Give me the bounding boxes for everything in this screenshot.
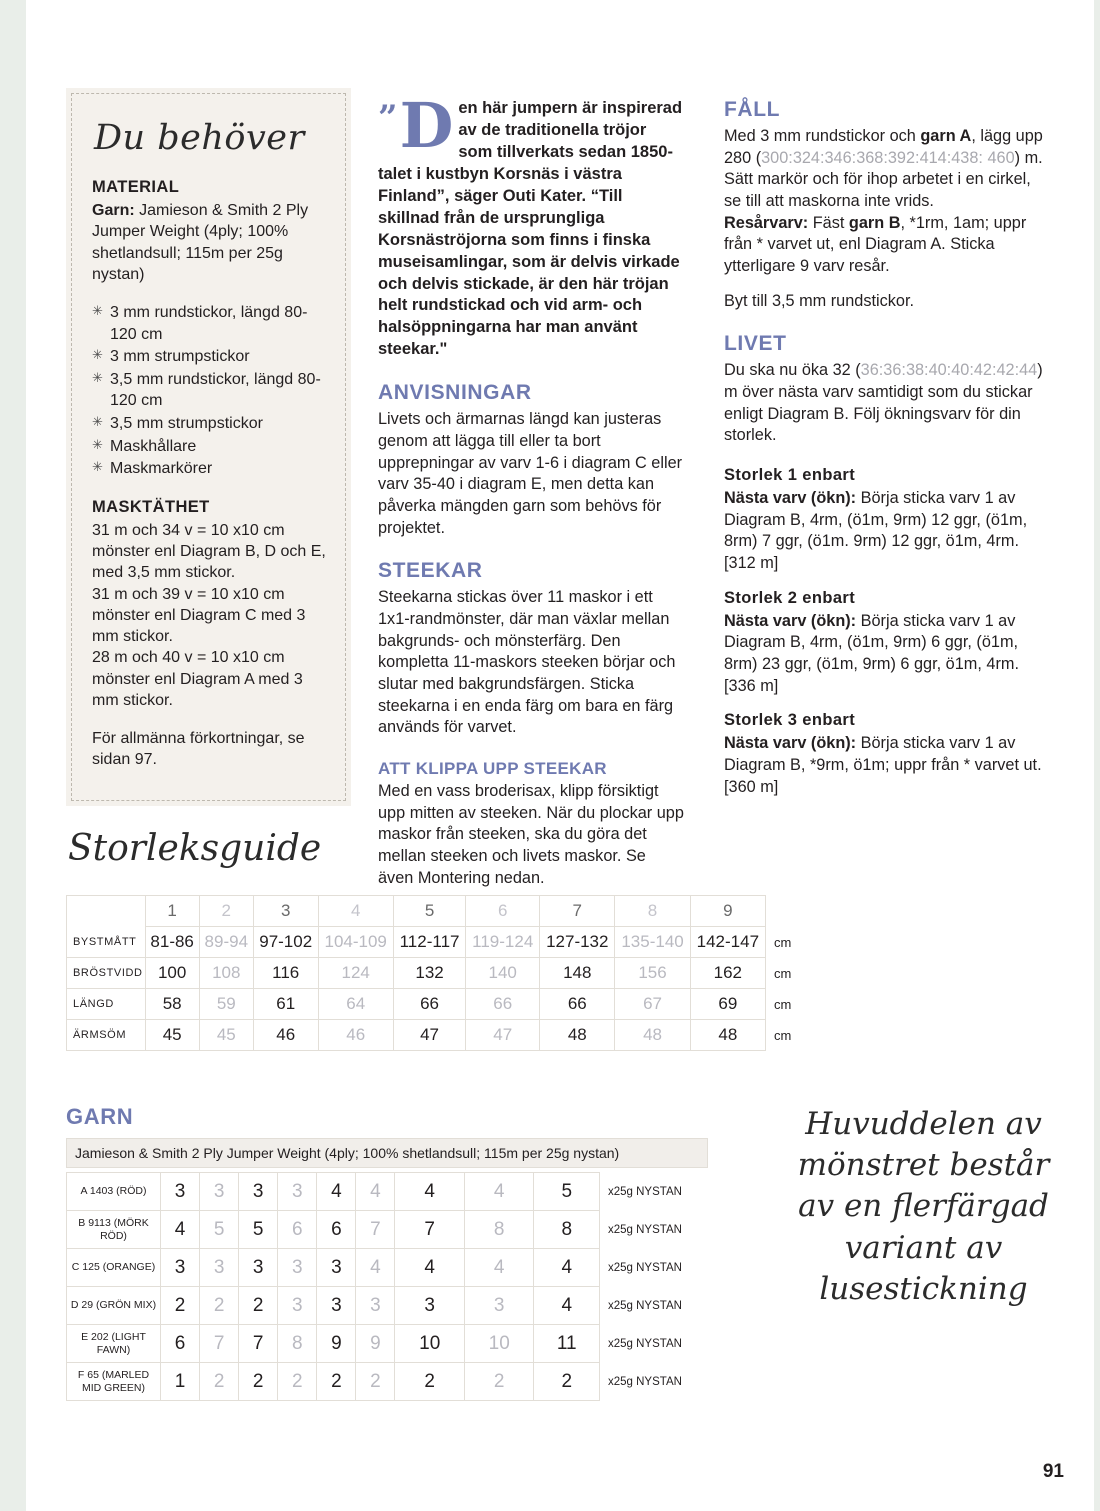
yarn-quantity-cell: 2 xyxy=(534,1363,600,1401)
yarn-quantity-cell: 10 xyxy=(464,1325,534,1363)
size-guide-table xyxy=(66,895,806,1051)
yarn-quantity-cell: 3 xyxy=(395,1287,465,1325)
yarn-unit-cell: x25g NYSTAN xyxy=(608,1337,682,1350)
yarn-quantity-cell: 3 xyxy=(317,1249,356,1287)
yarn-label: Garn: xyxy=(92,202,135,219)
measurement-cell: 69 xyxy=(690,989,765,1020)
yarn-quantity-cell: 3 xyxy=(200,1173,239,1211)
size-number-cell: 4 xyxy=(318,896,393,927)
size-guide-corner-cell xyxy=(67,896,146,927)
yarn-quantity-cell: 2 xyxy=(239,1287,278,1325)
yarn-quantity-cell: 10 xyxy=(395,1325,465,1363)
gauge-heading: MASKTÄTHET xyxy=(92,497,210,516)
yarn-unit-cell: x25g NYSTAN xyxy=(608,1299,682,1312)
yarn-quantity-cell: 3 xyxy=(317,1287,356,1325)
size-number-cell: 5 xyxy=(393,896,465,927)
yarn-quantity-cell: 3 xyxy=(464,1287,534,1325)
measurement-cell: 66 xyxy=(393,989,465,1020)
yarn-quantity-cell: 4 xyxy=(356,1173,395,1211)
yarn-quantity-cell: 2 xyxy=(239,1363,278,1401)
yarn-quantity-cell: 2 xyxy=(200,1363,239,1401)
livet-p1-a: Du ska nu öka 32 ( xyxy=(724,361,861,380)
measurement-cell: 148 xyxy=(540,958,615,989)
measurement-cell: 48 xyxy=(690,1020,765,1051)
unit-cell: cm xyxy=(774,934,792,950)
row-label: ÄRMSÖM xyxy=(67,1020,146,1051)
measurement-cell: 100 xyxy=(145,958,199,989)
row-label: BYSTMÅTT xyxy=(67,927,146,958)
yarn-quantity-cell: 3 xyxy=(161,1249,200,1287)
yarn-quantity-cell: 3 xyxy=(161,1173,200,1211)
table-row xyxy=(67,989,806,1020)
asterisk-icon: ✳ xyxy=(92,303,103,319)
yarn-quantity-cell: 4 xyxy=(464,1249,534,1287)
page-edge-strip-left xyxy=(0,0,26,1511)
measurement-cell: 59 xyxy=(199,989,253,1020)
yarn-quantity-cell: 2 xyxy=(356,1363,395,1401)
list-item xyxy=(92,458,327,480)
fall-p1-d: ) m. xyxy=(1014,148,1043,167)
yarn-quantity-cell: 4 xyxy=(534,1287,600,1325)
fall-heading: FÅLL xyxy=(724,98,781,121)
size-number-cell: 7 xyxy=(540,896,615,927)
measurement-cell: 135-140 xyxy=(615,927,690,958)
fall-yarn-a: garn A xyxy=(920,127,972,145)
size-number-cell: 6 xyxy=(466,896,540,927)
measurement-cell: 67 xyxy=(615,989,690,1020)
size-number-cell: 2 xyxy=(199,896,253,927)
yarn-unit-cell: x25g NYSTAN xyxy=(608,1223,682,1236)
yarn-colour-label: B 9113 (MÖRK RÖD) xyxy=(67,1211,161,1249)
measurement-cell: 47 xyxy=(393,1020,465,1051)
unit-cell: cm xyxy=(774,1027,792,1043)
table-row xyxy=(67,958,806,989)
intro-text: en här jumpern är inspirerad av de traditionella tröjor som tillverkats sedan 1850-talet i kustbyn Korsnäs i västra Finland”, säger Outi Kater. “Till skillnad från de ursprungliga Korsnäströjorna som finns i finska museisamlingar, som är delvis virkade och delvis stickade, är den här tröjan helt rundstickad och vid arm- och halsöppningarna har man använt steekar." xyxy=(378,99,683,359)
storlek-3-body: Börja sticka varv 1 av Diagram B, *9rm, ö1m; uppr från * varvet ut. xyxy=(724,734,1042,775)
materials-column xyxy=(66,88,351,806)
yarn-colour-label: C 125 (ORANGE) xyxy=(67,1249,161,1287)
asterisk-icon: ✳ xyxy=(92,369,103,385)
list-item xyxy=(92,436,327,458)
page-number: 91 xyxy=(1042,1461,1064,1482)
storlek-2-heading: Storlek 2 enbart xyxy=(724,588,856,607)
yarn-quantity-cell: 8 xyxy=(278,1325,317,1363)
gauge-line-2: 31 m och 39 v = 10 x10 cm mönster enl Diagram C med 3 mm stickor. xyxy=(92,585,306,646)
measurement-cell: 140 xyxy=(466,958,540,989)
size-guide-header-row xyxy=(67,896,806,927)
storlek-1-body: Börja sticka varv 1 av Diagram B, 4rm, (ö1m, 9rm) 12 ggr, (ö1m, 8rm) 7 ggr, (ö1m. 9rm) 12 ggr, ö1m, 4rm. xyxy=(724,489,1028,551)
pull-quote: Huvuddelen av mönstret består av en flerfärgad variant av lusestickning xyxy=(797,1106,1050,1307)
measurement-cell: 108 xyxy=(199,958,253,989)
asterisk-icon: ✳ xyxy=(92,436,103,452)
du-behover-title: Du behöver xyxy=(94,118,305,158)
size-number-cell: 9 xyxy=(690,896,765,927)
measurement-cell: 127-132 xyxy=(540,927,615,958)
measurement-cell: 66 xyxy=(540,989,615,1020)
abbreviation-note: För allmänna förkortningar, se sidan 97. xyxy=(92,730,305,769)
intro-paragraph xyxy=(378,89,684,361)
storlek-1-lead: Nästa varv (ökn): xyxy=(724,489,857,508)
measurement-cell: 47 xyxy=(466,1020,540,1051)
storlek-1-heading: Storlek 1 enbart xyxy=(724,466,856,485)
list-item xyxy=(92,302,327,345)
yarn-colour-label: E 202 (LIGHT FAWN) xyxy=(67,1325,161,1363)
measurement-cell: 162 xyxy=(690,958,765,989)
fall-paragraph-3 xyxy=(724,213,1046,278)
gauge-line-3: 28 m och 40 v = 10 x10 cm mönster enl Diagram A med 3 mm stickor. xyxy=(92,649,303,709)
yarn-quantity-cell: 1 xyxy=(161,1363,200,1401)
fall-size-values: 300:324:346:368:392:414:438: 460 xyxy=(761,148,1015,167)
yarn-quantity-cell: 3 xyxy=(239,1173,278,1211)
table-row xyxy=(67,927,806,958)
list-item xyxy=(92,413,327,435)
table-row xyxy=(67,1325,708,1363)
anvisningar-text: Livets och ärmarnas längd kan justeras genom att lägga till eller ta bort upprepningar av varv 1-6 i diagram C eller varv 35-40 i diagram E, men detta kan påverka mängden garn som behövs för projektet. xyxy=(378,410,683,537)
list-item-label: 3,5 mm strumpstickor xyxy=(110,415,263,433)
list-item xyxy=(92,369,327,412)
measurement-cell: 46 xyxy=(253,1020,318,1051)
fall-p1-c: , lägg upp 280 ( xyxy=(724,127,1043,167)
yarn-quantity-cell: 7 xyxy=(395,1211,465,1249)
pattern-column xyxy=(724,98,1046,798)
yarn-quantity-cell: 4 xyxy=(317,1173,356,1211)
yarn-quantity-cell: 5 xyxy=(200,1211,239,1249)
yarn-quantity-cell: 7 xyxy=(239,1325,278,1363)
fall-paragraph-1 xyxy=(724,126,1046,169)
measurement-cell: 142-147 xyxy=(690,927,765,958)
livet-heading: LIVET xyxy=(724,332,787,356)
instructions-column xyxy=(378,89,684,889)
yarn-colour-label: D 29 (GRÖN MIX) xyxy=(67,1287,161,1325)
klippa-heading: ATT KLIPPA UPP STEEKAR xyxy=(378,758,607,778)
measurement-cell: 46 xyxy=(318,1020,393,1051)
gauge-line-1: 31 m och 34 v = 10 x10 cm mönster enl Diagram B, D och E, med 3,5 mm stickor. xyxy=(92,521,326,582)
unit-cell xyxy=(766,896,806,927)
measurement-cell: 48 xyxy=(540,1020,615,1051)
measurement-cell: 45 xyxy=(199,1020,253,1051)
yarn-quantity-cell: 4 xyxy=(395,1173,465,1211)
yarn-quantity-cell: 3 xyxy=(278,1173,317,1211)
storleksguide-title: Storleksguide xyxy=(68,828,322,869)
material-heading: MATERIAL xyxy=(92,178,180,196)
measurement-cell: 116 xyxy=(253,958,318,989)
storlek-1-text xyxy=(724,488,1046,553)
yarn-quantity-cell: 9 xyxy=(317,1325,356,1363)
klippa-text: Med en vass broderisax, klipp försiktigt upp mitten av steeken. När du plockar upp maskor från steeken, ska du göra det mellan steeken och livets maskor. Se även Montering nedan. xyxy=(378,781,684,887)
livet-paragraph-1 xyxy=(724,360,1046,447)
page-canvas xyxy=(26,0,1094,1511)
storlek-3-heading: Storlek 3 enbart xyxy=(724,711,856,730)
measurement-cell: 104-109 xyxy=(318,927,393,958)
yarn-quantity-cell: 8 xyxy=(464,1211,534,1249)
yarn-quantity-cell: 9 xyxy=(356,1325,395,1363)
measurement-cell: 58 xyxy=(145,989,199,1020)
yarn-quantity-cell: 3 xyxy=(239,1249,278,1287)
table-row xyxy=(67,1211,708,1249)
yarn-quantity-cell: 5 xyxy=(239,1211,278,1249)
steekar-text: Steekarna stickas över 11 maskor i ett 1x1-randmönster, där man växlar mellan bakgrunds- och mönsterfärg. Den kompletta 11-maskors steeken börjar och slutar med bakgrundsfärgen. Sticka steekarna i en enda färg om bara en färg används för varvet. xyxy=(378,588,676,737)
table-row xyxy=(67,1363,708,1401)
yarn-quantity-cell: 3 xyxy=(278,1249,317,1287)
yarn-quantity-cell: 2 xyxy=(317,1363,356,1401)
measurement-cell: 89-94 xyxy=(199,927,253,958)
table-row xyxy=(67,1249,708,1287)
measurement-cell: 112-117 xyxy=(393,927,465,958)
measurement-cell: 66 xyxy=(466,989,540,1020)
livet-p1-c: ) m över nästa varv samtidigt som du stickar enligt Diagram B. Följ ökningsvarv för din storlek. xyxy=(724,361,1043,445)
page-edge-strip-right xyxy=(1094,0,1100,1511)
fall-p3-d: , *1rm, 1am; uppr från * varvet ut, enl Diagram A. Sticka ytterligare 9 varv resår. xyxy=(724,213,1027,276)
storlek-2-lead: Nästa varv (ökn): xyxy=(724,611,857,630)
size-number-cell: 8 xyxy=(615,896,690,927)
yarn-paragraph xyxy=(92,200,327,285)
yarn-colour-label: A 1403 (RÖD) xyxy=(67,1173,161,1211)
table-row xyxy=(67,1287,708,1325)
yarn-quantity-cell: 7 xyxy=(200,1325,239,1363)
storlek-3-lead: Nästa varv (ökn): xyxy=(724,734,857,753)
yarn-quantity-cell: 3 xyxy=(356,1287,395,1325)
fall-p1-a: Med 3 mm rundstickor och xyxy=(724,127,921,145)
yarn-quantity-cell: 4 xyxy=(395,1249,465,1287)
list-item-label: 3 mm strumpstickor xyxy=(110,348,250,366)
fall-p3-b: Fäst xyxy=(808,213,849,232)
measurement-cell: 156 xyxy=(615,958,690,989)
size-number-cell: 1 xyxy=(145,896,199,927)
fall-yarn-b: garn B xyxy=(848,213,901,232)
measurement-cell: 119-124 xyxy=(466,927,540,958)
storlek-3-count: [360 m] xyxy=(724,777,779,796)
yarn-quantity-cell: 2 xyxy=(161,1287,200,1325)
asterisk-icon: ✳ xyxy=(92,347,103,363)
yarn-quantity-cell: 4 xyxy=(356,1249,395,1287)
livet-size-values: 36:36:38:40:40:42:42:44 xyxy=(860,361,1038,380)
storlek-2-count: [336 m] xyxy=(724,676,779,695)
list-item-label: 3,5 mm rundstickor, längd 80-120 cm xyxy=(110,370,321,410)
storlek-1-count: [312 m] xyxy=(724,554,779,573)
yarn-colour-label: F 65 (MARLED MID GREEN) xyxy=(67,1363,161,1401)
garn-table xyxy=(66,1172,708,1401)
fall-paragraph-4: Byt till 3,5 mm rundstickor. xyxy=(724,291,915,310)
yarn-quantity-cell: 8 xyxy=(534,1211,600,1249)
yarn-quantity-cell: 6 xyxy=(317,1211,356,1249)
steekar-heading: STEEKAR xyxy=(378,559,483,583)
materials-list xyxy=(92,302,327,480)
yarn-quantity-cell: 2 xyxy=(200,1287,239,1325)
unit-cell: cm xyxy=(774,965,792,981)
yarn-quantity-cell: 3 xyxy=(200,1249,239,1287)
unit-cell: cm xyxy=(774,996,792,1012)
yarn-quantity-cell: 11 xyxy=(534,1325,600,1363)
drop-cap: D xyxy=(399,89,454,162)
garn-subtitle: Jamieson & Smith 2 Ply Jumper Weight (4ply; 100% shetlandsull; 115m per 25g nystan) xyxy=(66,1138,708,1168)
storlek-2-body: Börja sticka varv 1 av Diagram B, 4rm, (ö1m, 9rm) 6 ggr, (ö1m, 8rm) 23 ggr, (ö1m, 9rm) 6 ggr, ö1m, 4rm. xyxy=(724,611,1019,674)
yarn-quantity-cell: 2 xyxy=(464,1363,534,1401)
yarn-unit-cell: x25g NYSTAN xyxy=(608,1375,682,1388)
measurement-cell: 64 xyxy=(318,989,393,1020)
measurement-cell: 97-102 xyxy=(253,927,318,958)
fall-paragraph-2: Sätt markör och för ihop arbetet i en cirkel, se till att maskorna inte vrids. xyxy=(724,170,1031,211)
yarn-quantity-cell: 4 xyxy=(534,1249,600,1287)
asterisk-icon: ✳ xyxy=(92,414,103,430)
yarn-quantity-cell: 5 xyxy=(534,1173,600,1211)
yarn-quantity-cell: 4 xyxy=(161,1211,200,1249)
yarn-quantity-cell: 6 xyxy=(161,1325,200,1363)
table-row xyxy=(67,1173,708,1211)
row-label: BRÖSTVIDD xyxy=(67,958,146,989)
yarn-quantity-cell: 3 xyxy=(278,1287,317,1325)
storlek-2-text xyxy=(724,611,1046,676)
storlek-3-text xyxy=(724,733,1046,776)
measurement-cell: 48 xyxy=(615,1020,690,1051)
yarn-unit-cell: x25g NYSTAN xyxy=(608,1185,682,1198)
list-item-label: Maskmarkörer xyxy=(110,460,213,478)
size-number-cell: 3 xyxy=(253,896,318,927)
measurement-cell: 124 xyxy=(318,958,393,989)
opening-quote-glyph: ” xyxy=(378,98,398,138)
garn-heading: GARN xyxy=(66,1104,134,1129)
list-item-label: Maskhållare xyxy=(110,437,197,455)
list-item xyxy=(92,346,327,368)
yarn-quantity-cell: 2 xyxy=(395,1363,465,1401)
yarn-quantity-cell: 6 xyxy=(278,1211,317,1249)
yarn-quantity-cell: 2 xyxy=(278,1363,317,1401)
measurement-cell: 61 xyxy=(253,989,318,1020)
anvisningar-heading: ANVISNINGAR xyxy=(378,381,532,405)
yarn-unit-cell: x25g NYSTAN xyxy=(608,1261,682,1274)
asterisk-icon: ✳ xyxy=(92,459,103,475)
measurement-cell: 81-86 xyxy=(145,927,199,958)
yarn-quantity-cell: 4 xyxy=(464,1173,534,1211)
table-row xyxy=(67,1020,806,1051)
list-item-label: 3 mm rundstickor, längd 80-120 cm xyxy=(110,304,308,343)
du-behover-box xyxy=(66,88,351,806)
yarn-quantity-cell: 7 xyxy=(356,1211,395,1249)
measurement-cell: 45 xyxy=(145,1020,199,1051)
yarn-text: Jamieson & Smith 2 Ply Jumper Weight (4ply; 100% shetlandsull; 115m per 25g nystan) xyxy=(92,202,309,283)
resarvarv-label: Resårvarv: xyxy=(724,213,809,232)
measurement-cell: 132 xyxy=(393,958,465,989)
row-label: LÄNGD xyxy=(67,989,146,1020)
